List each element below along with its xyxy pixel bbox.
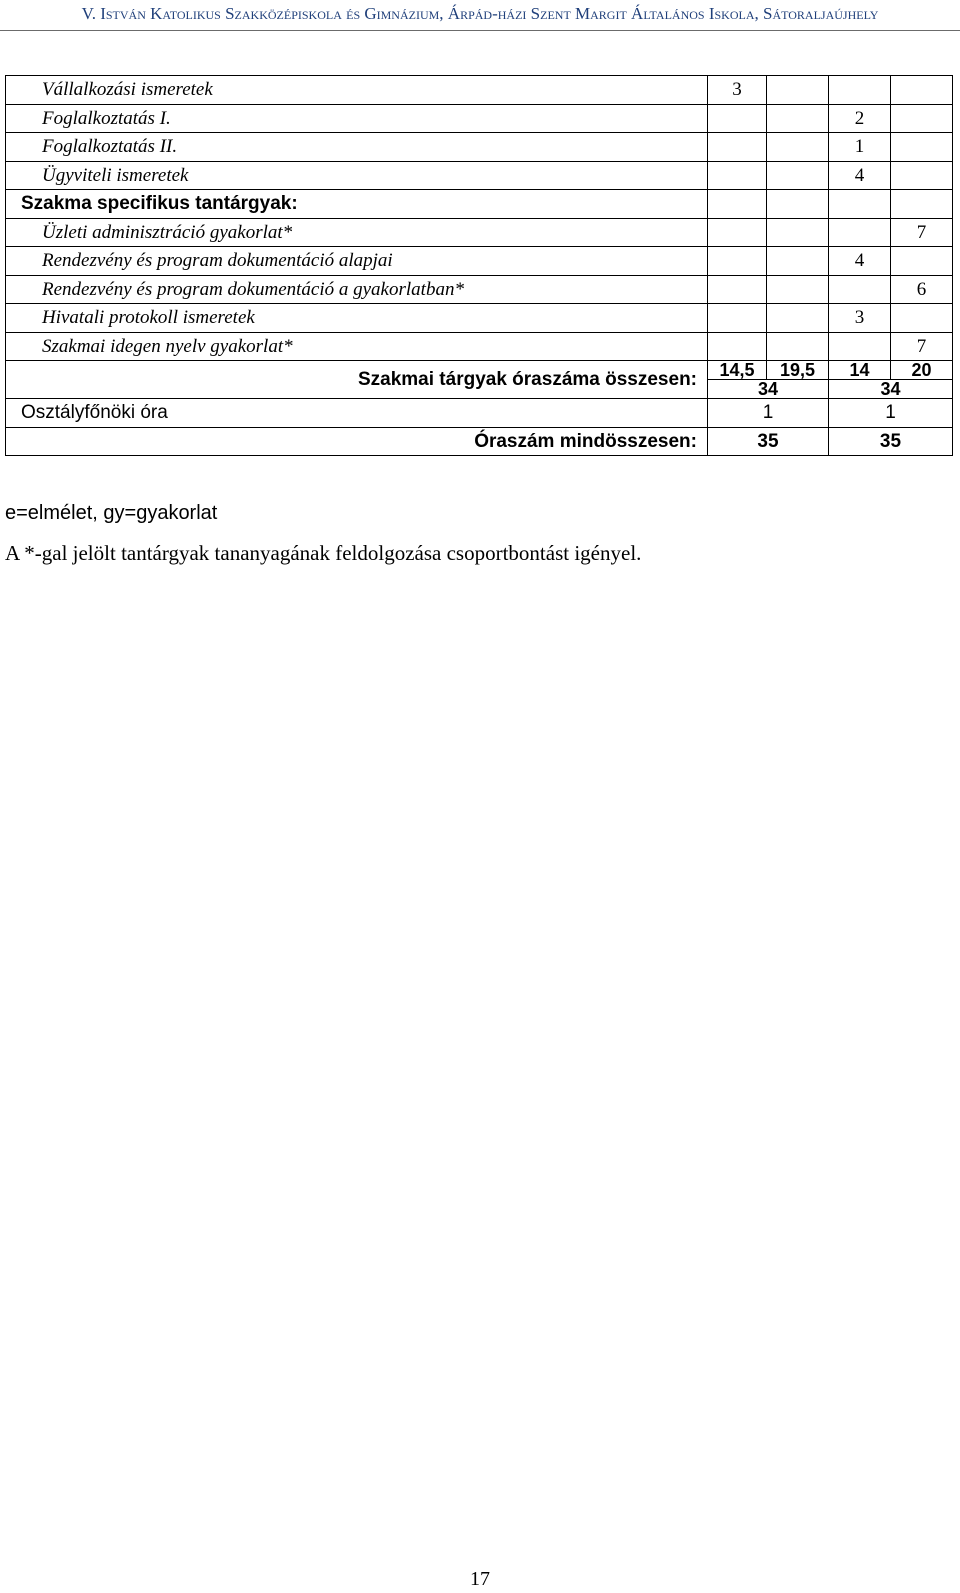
- subtotal-cell: 19,5: [767, 361, 829, 380]
- hours-cell: [891, 76, 953, 105]
- subtotal-label: Szakmai tárgyak óraszáma összesen:: [6, 361, 708, 399]
- hours-cell: [708, 304, 767, 333]
- homeroom-hours-b: 1: [829, 399, 953, 428]
- hours-cell: 2: [829, 104, 891, 133]
- hours-cell: [891, 247, 953, 276]
- hours-cell: 4: [829, 247, 891, 276]
- header-rule: [0, 30, 960, 31]
- hours-cell: 7: [891, 218, 953, 247]
- hours-cell: [767, 104, 829, 133]
- grand-total-row: [6, 427, 953, 456]
- table-row: [6, 76, 953, 105]
- hours-cell: [708, 275, 767, 304]
- hours-cell: [767, 275, 829, 304]
- subtotal-cell: 14: [829, 361, 891, 380]
- page-number: 17: [470, 1568, 490, 1590]
- table-row: [6, 247, 953, 276]
- hours-cell: [767, 332, 829, 361]
- hours-cell: [829, 190, 891, 219]
- hours-cell: 6: [891, 275, 953, 304]
- hours-cell: [829, 275, 891, 304]
- hours-cell: [891, 104, 953, 133]
- hours-cell: 3: [829, 304, 891, 333]
- subject-label: Foglalkoztatás II.: [6, 133, 708, 162]
- subtotal-sum-b: 34: [829, 380, 953, 399]
- grand-total-b: 35: [829, 427, 953, 456]
- hours-cell: [767, 190, 829, 219]
- curriculum-table: [5, 75, 953, 456]
- hours-cell: [891, 161, 953, 190]
- hours-cell: [829, 76, 891, 105]
- table-row: [6, 104, 953, 133]
- subtotal-cell: 20: [891, 361, 953, 380]
- subject-label: Hivatali protokoll ismeretek: [6, 304, 708, 333]
- hours-cell: [708, 332, 767, 361]
- hours-cell: [891, 133, 953, 162]
- header-title: V. István Katolikus Szakközépiskola és Gimnázium, Árpád-házi Szent Margit Általános Iskola, Sátoraljaújhely: [81, 4, 879, 23]
- table-row: [6, 332, 953, 361]
- section-label: Szakma specifikus tantárgyak:: [6, 190, 708, 219]
- homeroom-label: Osztályfőnöki óra: [6, 399, 708, 428]
- hours-cell: [767, 76, 829, 105]
- table-row: [6, 275, 953, 304]
- hours-cell: [891, 190, 953, 219]
- hours-cell: [767, 161, 829, 190]
- hours-cell: [767, 304, 829, 333]
- subject-label: Ügyviteli ismeretek: [6, 161, 708, 190]
- hours-cell: 4: [829, 161, 891, 190]
- legend-note: e=elmélet, gy=gyakorlat: [5, 502, 218, 524]
- hours-cell: [708, 218, 767, 247]
- table-row: [6, 133, 953, 162]
- hours-cell: [708, 133, 767, 162]
- homeroom-hours-a: 1: [708, 399, 829, 428]
- subtotal-sum-a: 34: [708, 380, 829, 399]
- subject-label: Foglalkoztatás I.: [6, 104, 708, 133]
- hours-cell: [767, 218, 829, 247]
- grand-total-label: Óraszám mindösszesen:: [6, 427, 708, 456]
- hours-cell: [708, 190, 767, 219]
- table-row: [6, 161, 953, 190]
- hours-cell: [767, 133, 829, 162]
- hours-cell: [829, 332, 891, 361]
- hours-cell: [708, 161, 767, 190]
- hours-cell: [891, 304, 953, 333]
- subtotal-row: [6, 361, 953, 380]
- hours-cell: [708, 104, 767, 133]
- subject-label: Üzleti adminisztráció gyakorlat*: [6, 218, 708, 247]
- hours-cell: [829, 218, 891, 247]
- hours-cell: [708, 247, 767, 276]
- running-header: [0, 0, 960, 30]
- hours-cell: 7: [891, 332, 953, 361]
- table-row-section: [6, 190, 953, 219]
- hours-cell: [767, 247, 829, 276]
- hours-cell: 1: [829, 133, 891, 162]
- subject-label: Rendezvény és program dokumentáció a gyakorlatban*: [6, 275, 708, 304]
- subtotal-cell: 14,5: [708, 361, 767, 380]
- homeroom-row: [6, 399, 953, 428]
- table-row: [6, 218, 953, 247]
- hours-cell: 3: [708, 76, 767, 105]
- group-note: A *-gal jelölt tantárgyak tananyagának feldolgozása csoportbontást igényel.: [5, 541, 642, 565]
- table-row: [6, 304, 953, 333]
- subject-label: Szakmai idegen nyelv gyakorlat*: [6, 332, 708, 361]
- subject-label: Rendezvény és program dokumentáció alapjai: [6, 247, 708, 276]
- grand-total-a: 35: [708, 427, 829, 456]
- subject-label: Vállalkozási ismeretek: [6, 76, 708, 105]
